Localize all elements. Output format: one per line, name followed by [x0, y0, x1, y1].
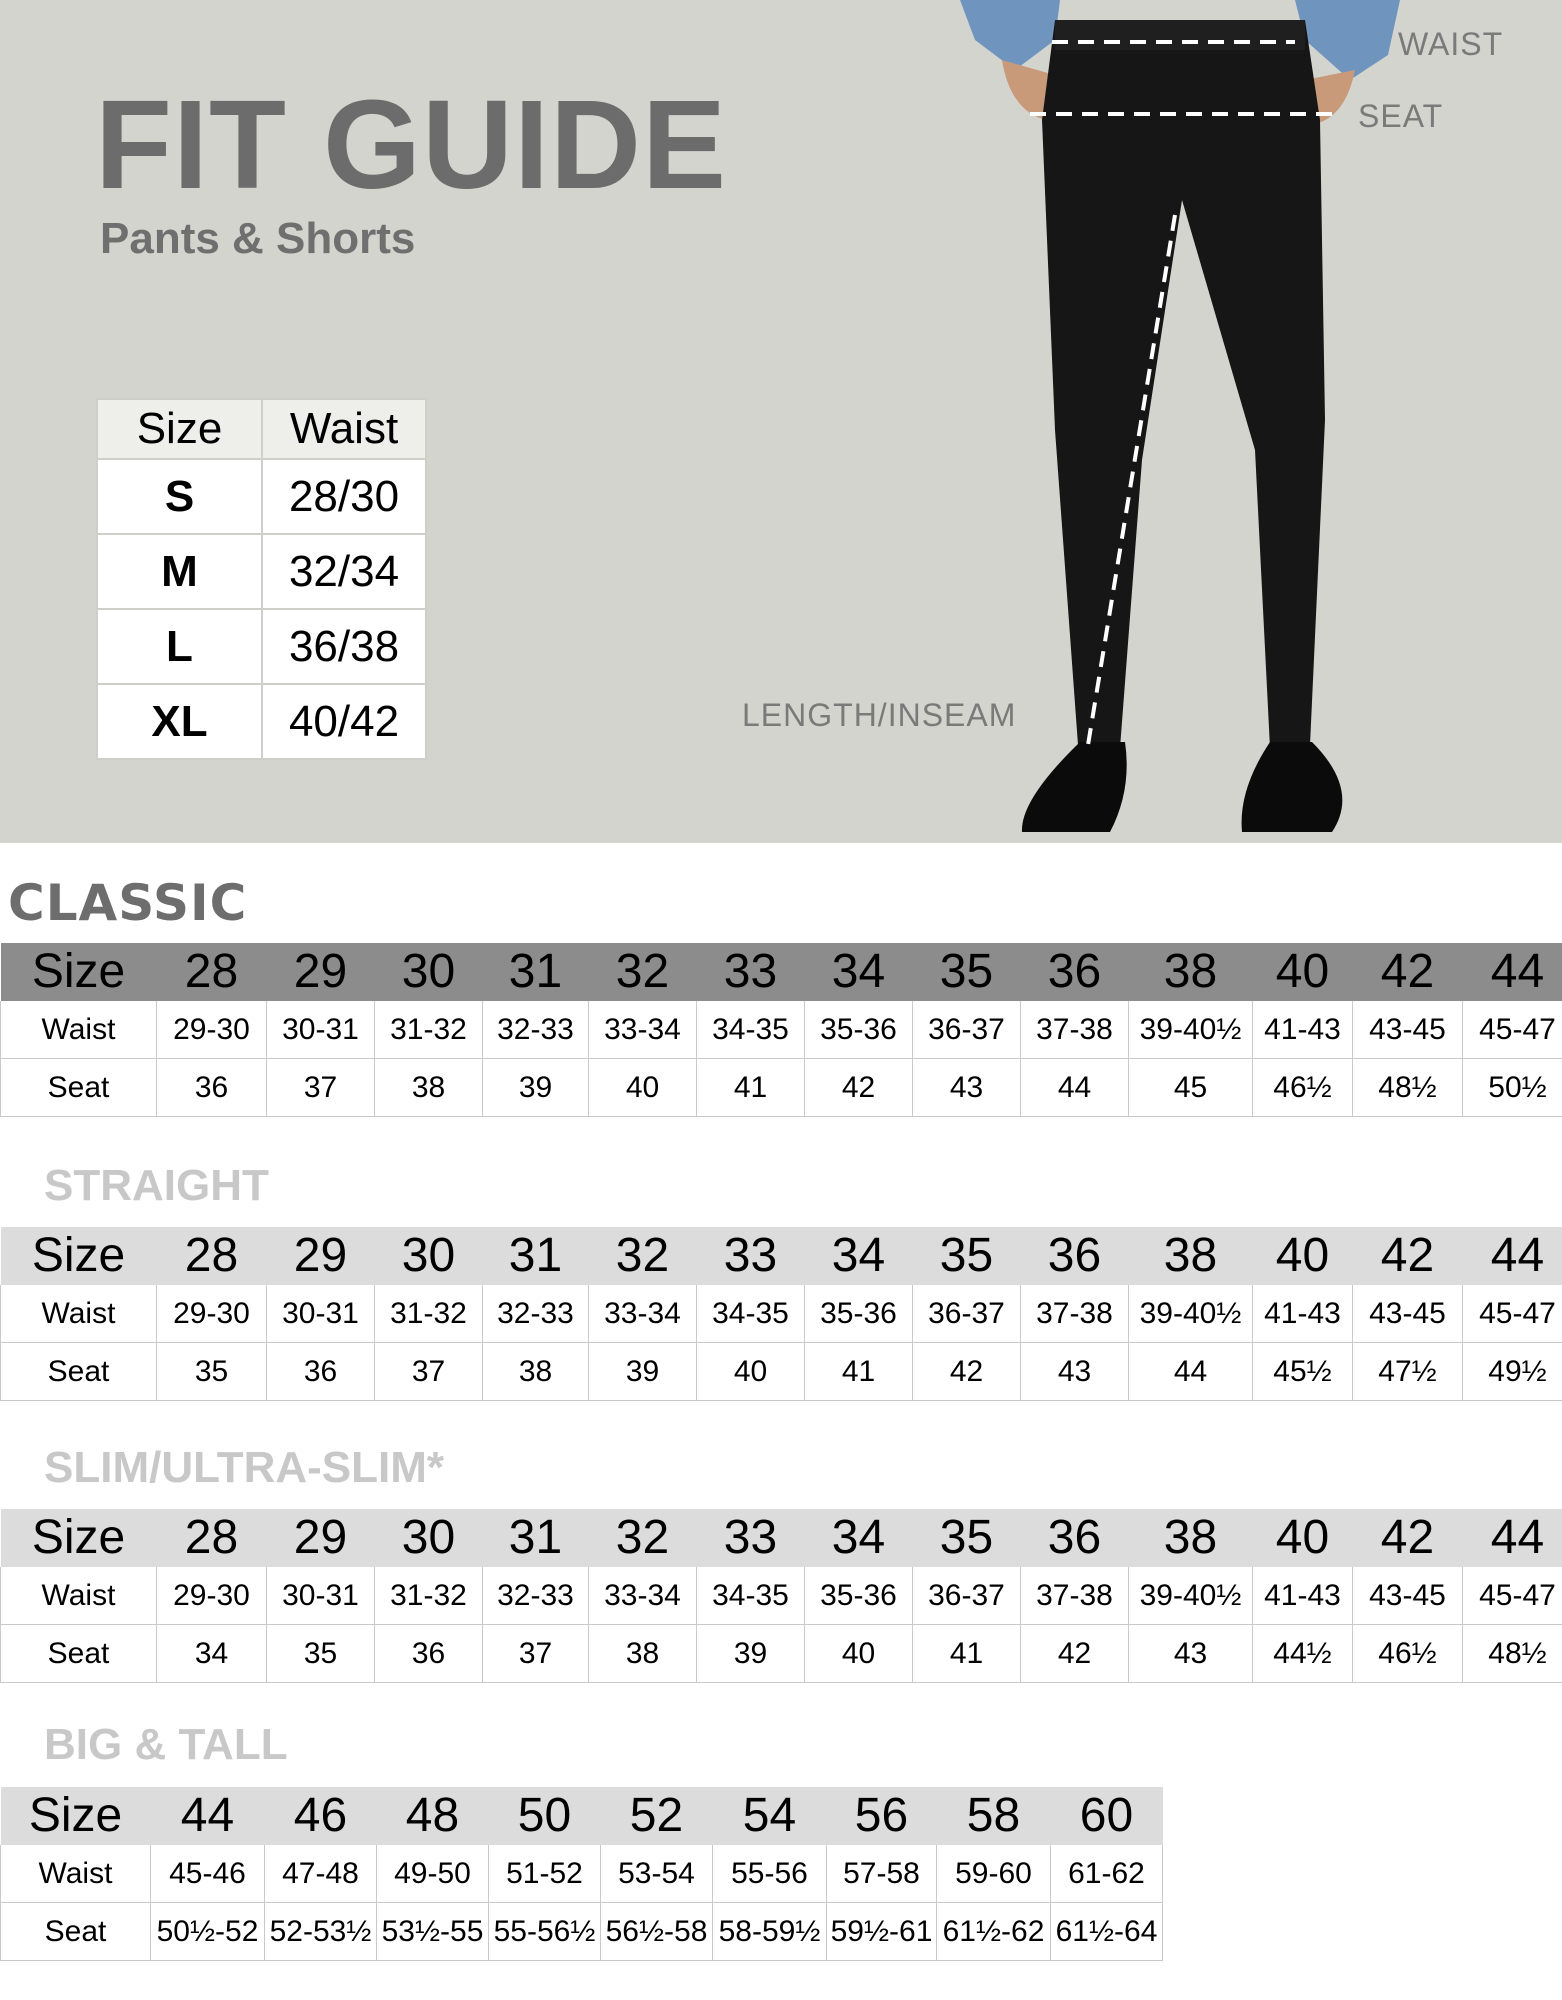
waist-cell: 36-37 [913, 1285, 1021, 1343]
size-cell: 52 [601, 1787, 713, 1845]
size-cell: 38 [1129, 943, 1253, 1001]
waist-cell: 39-40½ [1129, 1001, 1253, 1059]
seat-cell: 39 [483, 1059, 589, 1117]
size-cell: 42 [1353, 1509, 1463, 1567]
waist-cell: 30-31 [267, 1285, 375, 1343]
waist-cell: 47-48 [265, 1845, 377, 1903]
waist-cell: 33-34 [589, 1001, 697, 1059]
big-tall-title: BIG & TALL [44, 1720, 288, 1769]
seat-cell: 43 [1129, 1625, 1253, 1683]
waist-cell: 29-30 [157, 1285, 267, 1343]
seat-cell: 58-59½ [713, 1903, 827, 1961]
seat-row [1, 1625, 1562, 1683]
slim-size-table [0, 1508, 1562, 1683]
table-row [97, 459, 426, 534]
size-cell: 40 [1253, 1227, 1353, 1285]
seat-cell: 38 [483, 1343, 589, 1401]
slim-title: SLIM/ULTRA-SLIM* [44, 1443, 445, 1492]
seat-cell: 41 [697, 1059, 805, 1117]
size-cell: 33 [697, 1227, 805, 1285]
size-cell: 42 [1353, 943, 1463, 1001]
waist-cell: 55-56 [713, 1845, 827, 1903]
waist-cell: 51-52 [489, 1845, 601, 1903]
quick-waist-cell: 36/38 [262, 609, 426, 684]
waist-row [1, 1001, 1562, 1059]
waist-cell: 29-30 [157, 1001, 267, 1059]
seat-cell: 50½ [1463, 1059, 1562, 1117]
waist-cell: 45-46 [151, 1845, 265, 1903]
page-subtitle: Pants & Shorts [100, 214, 416, 263]
size-row-label: Size [1, 1509, 157, 1567]
size-cell: 33 [697, 1509, 805, 1567]
waist-cell: 35-36 [805, 1567, 913, 1625]
waist-row-label: Waist [1, 1001, 157, 1059]
size-cell: 50 [489, 1787, 601, 1845]
seat-cell: 41 [805, 1343, 913, 1401]
size-cell: 28 [157, 1509, 267, 1567]
seat-cell: 47½ [1353, 1343, 1463, 1401]
size-row [1, 1227, 1562, 1285]
waist-cell: 39-40½ [1129, 1567, 1253, 1625]
seat-cell: 48½ [1463, 1625, 1562, 1683]
classic-size-table [0, 942, 1562, 1117]
seat-row-label: Seat [1, 1625, 157, 1683]
waist-cell: 41-43 [1253, 1001, 1353, 1059]
seat-cell: 36 [267, 1343, 375, 1401]
waist-cell: 45-47 [1463, 1001, 1562, 1059]
waist-cell: 43-45 [1353, 1001, 1463, 1059]
size-cell: 44 [151, 1787, 265, 1845]
seat-cell: 38 [375, 1059, 483, 1117]
waist-cell: 45-47 [1463, 1567, 1562, 1625]
seat-cell: 37 [483, 1625, 589, 1683]
seat-cell: 53½-55 [377, 1903, 489, 1961]
waist-cell: 53-54 [601, 1845, 713, 1903]
size-cell: 30 [375, 1227, 483, 1285]
size-cell: 46 [265, 1787, 377, 1845]
size-cell: 31 [483, 1509, 589, 1567]
hero-panel [0, 0, 1562, 843]
size-row [1, 943, 1562, 1001]
seat-cell: 55-56½ [489, 1903, 601, 1961]
waist-row-label: Waist [1, 1567, 157, 1625]
waist-row-label: Waist [1, 1285, 157, 1343]
seat-cell: 36 [157, 1059, 267, 1117]
seat-cell: 42 [913, 1343, 1021, 1401]
size-cell: 56 [827, 1787, 937, 1845]
size-row-label: Size [1, 943, 157, 1001]
quick-size-table [96, 398, 427, 760]
table-row [97, 684, 426, 759]
waist-cell: 45-47 [1463, 1285, 1562, 1343]
seat-cell: 35 [267, 1625, 375, 1683]
waist-cell: 49-50 [377, 1845, 489, 1903]
seat-cell: 61½-62 [937, 1903, 1051, 1961]
waist-cell: 36-37 [913, 1567, 1021, 1625]
seat-cell: 39 [697, 1625, 805, 1683]
quick-size-cell: M [97, 534, 262, 609]
seat-cell: 61½-64 [1051, 1903, 1163, 1961]
waist-cell: 30-31 [267, 1567, 375, 1625]
seat-cell: 40 [589, 1059, 697, 1117]
waist-cell: 32-33 [483, 1001, 589, 1059]
seat-cell: 52-53½ [265, 1903, 377, 1961]
size-cell: 36 [1021, 1227, 1129, 1285]
waist-row [1, 1285, 1562, 1343]
waist-cell: 57-58 [827, 1845, 937, 1903]
waist-measure-label: WAIST [1398, 26, 1504, 62]
waist-row [1, 1845, 1163, 1903]
size-cell: 30 [375, 1509, 483, 1567]
size-cell: 28 [157, 1227, 267, 1285]
size-cell: 36 [1021, 1509, 1129, 1567]
size-cell: 44 [1463, 1509, 1562, 1567]
size-row-label: Size [1, 1787, 151, 1845]
size-row [1, 1787, 1163, 1845]
table-row [97, 534, 426, 609]
size-cell: 34 [805, 943, 913, 1001]
size-cell: 48 [377, 1787, 489, 1845]
waist-cell: 32-33 [483, 1567, 589, 1625]
seat-cell: 45½ [1253, 1343, 1353, 1401]
pants-illustration [960, 0, 1420, 843]
waist-cell: 34-35 [697, 1001, 805, 1059]
quick-size-cell: L [97, 609, 262, 684]
size-cell: 28 [157, 943, 267, 1001]
size-cell: 38 [1129, 1509, 1253, 1567]
size-cell: 44 [1463, 1227, 1562, 1285]
size-cell: 30 [375, 943, 483, 1001]
waist-cell: 37-38 [1021, 1285, 1129, 1343]
size-cell: 34 [805, 1227, 913, 1285]
big-tall-size-table [0, 1786, 1163, 1961]
seat-cell: 34 [157, 1625, 267, 1683]
waist-cell: 34-35 [697, 1567, 805, 1625]
quick-size-header: Size [97, 399, 262, 459]
waist-cell: 61-62 [1051, 1845, 1163, 1903]
waist-cell: 59-60 [937, 1845, 1051, 1903]
seat-cell: 43 [1021, 1343, 1129, 1401]
size-cell: 29 [267, 1227, 375, 1285]
waist-cell: 30-31 [267, 1001, 375, 1059]
length-measure-label: LENGTH/INSEAM [742, 697, 1017, 733]
seat-row-label: Seat [1, 1903, 151, 1961]
seat-row [1, 1059, 1562, 1117]
quick-waist-cell: 32/34 [262, 534, 426, 609]
waist-cell: 34-35 [697, 1285, 805, 1343]
waist-cell: 31-32 [375, 1285, 483, 1343]
size-cell: 29 [267, 1509, 375, 1567]
size-cell: 58 [937, 1787, 1051, 1845]
quick-waist-cell: 40/42 [262, 684, 426, 759]
straight-title: STRAIGHT [44, 1161, 269, 1210]
page-title: FIT GUIDE [95, 74, 727, 215]
seat-cell: 46½ [1353, 1625, 1463, 1683]
seat-cell: 40 [697, 1343, 805, 1401]
size-cell: 54 [713, 1787, 827, 1845]
waist-cell: 35-36 [805, 1285, 913, 1343]
seat-row [1, 1343, 1562, 1401]
seat-cell: 49½ [1463, 1343, 1562, 1401]
size-row [1, 1509, 1562, 1567]
size-cell: 60 [1051, 1787, 1163, 1845]
waist-cell: 41-43 [1253, 1285, 1353, 1343]
quick-size-cell: S [97, 459, 262, 534]
waist-cell: 35-36 [805, 1001, 913, 1059]
waist-cell: 32-33 [483, 1285, 589, 1343]
seat-cell: 42 [805, 1059, 913, 1117]
seat-cell: 44 [1021, 1059, 1129, 1117]
size-row-label: Size [1, 1227, 157, 1285]
size-cell: 35 [913, 943, 1021, 1001]
seat-cell: 43 [913, 1059, 1021, 1117]
seat-cell: 59½-61 [827, 1903, 937, 1961]
size-cell: 31 [483, 1227, 589, 1285]
waist-cell: 39-40½ [1129, 1285, 1253, 1343]
size-cell: 38 [1129, 1227, 1253, 1285]
size-cell: 32 [589, 1227, 697, 1285]
seat-cell: 41 [913, 1625, 1021, 1683]
waist-cell: 43-45 [1353, 1567, 1463, 1625]
seat-cell: 40 [805, 1625, 913, 1683]
seat-cell: 37 [375, 1343, 483, 1401]
seat-cell: 50½-52 [151, 1903, 265, 1961]
seat-row-label: Seat [1, 1059, 157, 1117]
seat-cell: 37 [267, 1059, 375, 1117]
waist-cell: 33-34 [589, 1567, 697, 1625]
seat-cell: 48½ [1353, 1059, 1463, 1117]
size-cell: 42 [1353, 1227, 1463, 1285]
size-cell: 40 [1253, 943, 1353, 1001]
waist-cell: 31-32 [375, 1001, 483, 1059]
waist-cell: 36-37 [913, 1001, 1021, 1059]
size-cell: 32 [589, 1509, 697, 1567]
waist-cell: 33-34 [589, 1285, 697, 1343]
quick-size-cell: XL [97, 684, 262, 759]
straight-size-table [0, 1226, 1562, 1401]
waist-cell: 37-38 [1021, 1001, 1129, 1059]
size-cell: 36 [1021, 943, 1129, 1001]
waist-row [1, 1567, 1562, 1625]
waist-cell: 41-43 [1253, 1567, 1353, 1625]
seat-cell: 42 [1021, 1625, 1129, 1683]
seat-measure-label: SEAT [1358, 98, 1444, 134]
quick-waist-header: Waist [262, 399, 426, 459]
seat-cell: 36 [375, 1625, 483, 1683]
seat-cell: 56½-58 [601, 1903, 713, 1961]
seat-cell: 44½ [1253, 1625, 1353, 1683]
quick-waist-cell: 28/30 [262, 459, 426, 534]
seat-cell: 38 [589, 1625, 697, 1683]
classic-title: CLASSIC [8, 874, 248, 932]
size-cell: 44 [1463, 943, 1562, 1001]
size-cell: 35 [913, 1227, 1021, 1285]
waist-cell: 37-38 [1021, 1567, 1129, 1625]
waist-cell: 43-45 [1353, 1285, 1463, 1343]
seat-cell: 39 [589, 1343, 697, 1401]
size-cell: 32 [589, 943, 697, 1001]
size-cell: 34 [805, 1509, 913, 1567]
size-cell: 33 [697, 943, 805, 1001]
seat-row-label: Seat [1, 1343, 157, 1401]
seat-cell: 44 [1129, 1343, 1253, 1401]
seat-row [1, 1903, 1163, 1961]
seat-cell: 46½ [1253, 1059, 1353, 1117]
waist-row-label: Waist [1, 1845, 151, 1903]
seat-cell: 35 [157, 1343, 267, 1401]
seat-cell: 45 [1129, 1059, 1253, 1117]
size-cell: 40 [1253, 1509, 1353, 1567]
waist-cell: 29-30 [157, 1567, 267, 1625]
waist-cell: 31-32 [375, 1567, 483, 1625]
size-cell: 29 [267, 943, 375, 1001]
size-cell: 35 [913, 1509, 1021, 1567]
table-row [97, 609, 426, 684]
size-cell: 31 [483, 943, 589, 1001]
